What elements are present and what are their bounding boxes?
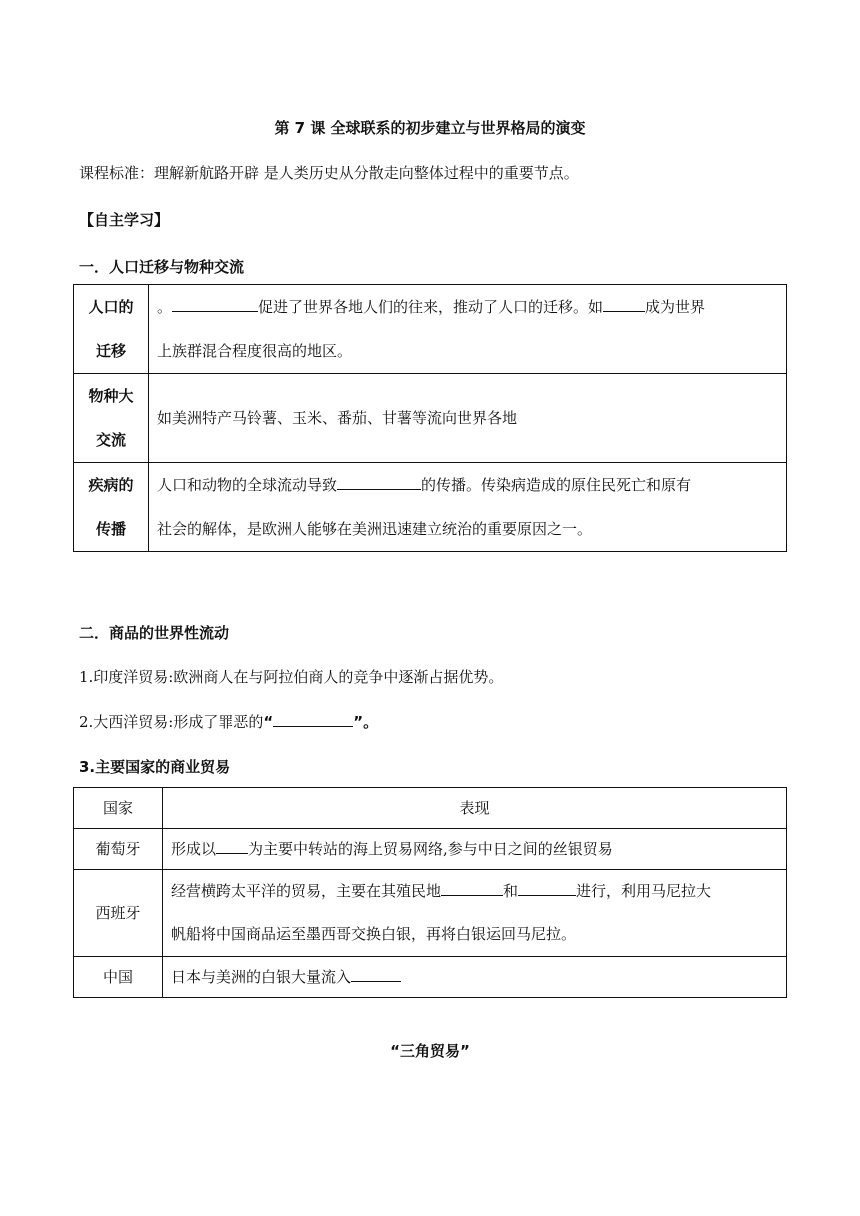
spain-content: [163, 870, 787, 957]
blank-line: [273, 712, 353, 727]
header-line: 迁移: [95, 342, 126, 360]
self-study-heading: 【自主学习】: [79, 211, 170, 229]
atlantic-item: [79, 711, 378, 732]
portugal-content: [163, 829, 787, 870]
text: 进行，利用马尼拉大: [576, 882, 712, 900]
section2-heading: 二．商品的世界性流动: [79, 624, 230, 642]
species-content: 如美洲特产马铃薯、玉米、番茄、甘薯等流向世界各地: [149, 374, 787, 463]
blank-line: [351, 967, 401, 982]
blank-line: [337, 475, 421, 490]
country-portugal: 葡萄牙: [74, 829, 163, 870]
triangle-trade-caption: “三角贸易”: [390, 1042, 470, 1060]
course-standard: 课程标准：理解新航路开辟 是人类历史从分散走向整体过程中的重要节点。: [79, 164, 579, 182]
header-line: 传播: [95, 520, 126, 538]
china-content: [163, 957, 787, 998]
row-header-migration: [74, 285, 149, 374]
indian-ocean-item: 1.印度洋贸易:欧洲商人在与阿拉伯商人的竞争中逐渐占据优势。: [79, 668, 504, 686]
text: 成为世界: [645, 298, 706, 316]
header-line: 人口的: [88, 298, 134, 316]
header-line: 交流: [95, 431, 126, 449]
migration-table: [73, 284, 787, 552]
section1-heading: 一．人口迁移与物种交流: [79, 258, 245, 276]
text: 的传播。传染病造成的原住民死亡和原有: [421, 476, 692, 494]
table-row: [74, 957, 787, 998]
content-line: 帆船将中国商品运至墨西哥交换白银，再将白银运回马尼拉。: [171, 925, 577, 943]
text: 为主要中转站的海上贸易网络,参与中日之间的丝银贸易: [248, 840, 613, 858]
blank-line: [603, 297, 645, 312]
text: 和: [503, 882, 519, 900]
blank-line: [441, 881, 503, 896]
header-line: 疾病的: [88, 476, 134, 494]
text: 人口和动物的全球流动导致: [157, 476, 338, 494]
table-row: [74, 463, 787, 552]
content-line: 上族群混合程度很高的地区。: [157, 342, 353, 360]
col-country-header: 国家: [74, 788, 163, 829]
table-row: [74, 870, 787, 957]
quote-close: ”。: [353, 713, 379, 731]
table-header-row: [74, 788, 787, 829]
row-header-disease: [74, 463, 149, 552]
col-performance-header: 表现: [163, 788, 787, 829]
text: 2.大西洋贸易:形成了罪恶的: [79, 713, 264, 731]
country-china: 中国: [74, 957, 163, 998]
content-line: 社会的解体，是欧洲人能够在美洲迅速建立统治的重要原因之一。: [157, 520, 593, 538]
disease-content: [149, 463, 787, 552]
content-line: [171, 870, 778, 913]
blank-line: [172, 297, 258, 312]
trade-subheading: 3.主要国家的商业贸易: [79, 758, 231, 776]
blank-line: [518, 881, 576, 896]
text: 。: [157, 298, 173, 316]
content-line: [157, 285, 778, 329]
text: 日本与美洲的白银大量流入: [171, 968, 352, 986]
text: 经营横跨太平洋的贸易，主要在其殖民地: [171, 882, 442, 900]
blank-line: [216, 839, 248, 854]
text: 促进了世界各地人们的往来，推动了人口的迁移。如: [258, 298, 604, 316]
content-line: [157, 463, 778, 507]
text: 形成以: [171, 840, 217, 858]
lesson-title: 第 7 课 全球联系的初步建立与世界格局的演变: [274, 119, 586, 137]
table-row: [74, 374, 787, 463]
country-spain: 西班牙: [74, 870, 163, 957]
migration-content: [149, 285, 787, 374]
row-header-species: [74, 374, 149, 463]
table-row: [74, 829, 787, 870]
table-row: [74, 285, 787, 374]
quote-open: “: [263, 713, 274, 731]
header-line: 物种大: [88, 387, 134, 405]
trade-table: [73, 787, 787, 998]
